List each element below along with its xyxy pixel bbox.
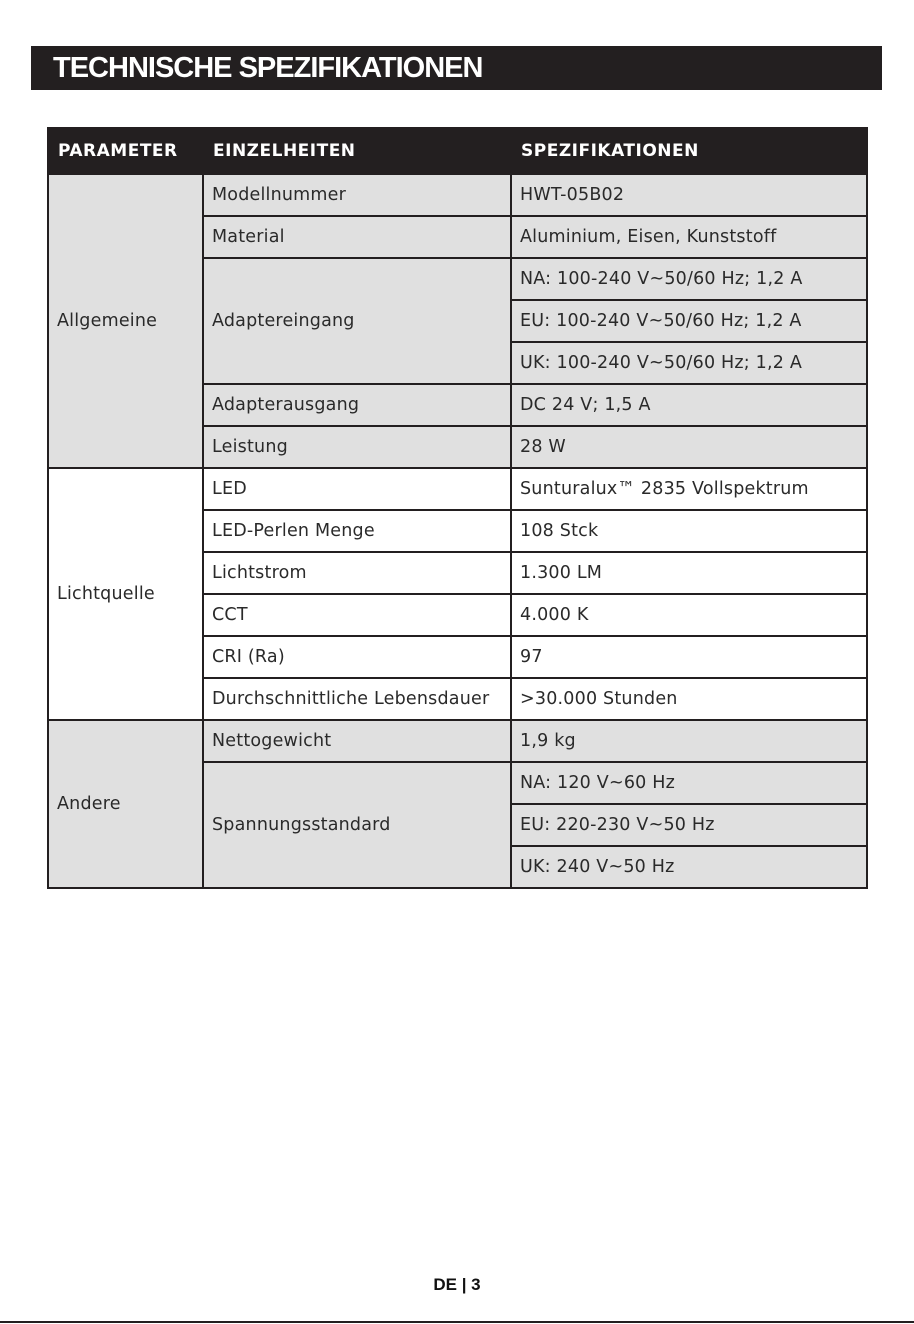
group-label-light-source: Lichtquelle (48, 468, 203, 720)
header-specifications: SPEZIFIKATIONEN (511, 128, 867, 174)
group-label-other: Andere (48, 720, 203, 888)
detail-cell: Durchschnittliche Lebensdauer (203, 678, 511, 720)
detail-cell: CCT (203, 594, 511, 636)
spec-cell: NA: 120 V~60 Hz (511, 762, 867, 804)
detail-cell: Spannungsstandard (203, 762, 511, 888)
spec-cell: EU: 100-240 V~50/60 Hz; 1,2 A (511, 300, 867, 342)
group-label-general: Allgemeine (48, 174, 203, 468)
spec-table (47, 127, 868, 889)
spec-cell: 4.000 K (511, 594, 867, 636)
spec-cell: NA: 100-240 V~50/60 Hz; 1,2 A (511, 258, 867, 300)
spec-cell: >30.000 Stunden (511, 678, 867, 720)
bottom-divider (0, 1321, 914, 1323)
table-header-row (48, 128, 867, 174)
table-row (48, 720, 867, 762)
spec-cell: 1.300 LM (511, 552, 867, 594)
spec-cell: Aluminium, Eisen, Kunststoff (511, 216, 867, 258)
table-row (48, 174, 867, 216)
spec-cell: EU: 220-230 V~50 Hz (511, 804, 867, 846)
detail-cell: Leistung (203, 426, 511, 468)
detail-cell: Modellnummer (203, 174, 511, 216)
table-row (48, 468, 867, 510)
spec-cell: UK: 100-240 V~50/60 Hz; 1,2 A (511, 342, 867, 384)
spec-cell: 108 Stck (511, 510, 867, 552)
page-number: DE | 3 (433, 1275, 481, 1294)
detail-cell: Nettogewicht (203, 720, 511, 762)
section-title-bar (31, 46, 882, 90)
spec-cell: 97 (511, 636, 867, 678)
spec-cell: Sunturalux™ 2835 Vollspektrum (511, 468, 867, 510)
page-title: TECHNISCHE SPEZIFIKATIONEN (53, 52, 483, 84)
detail-cell: Adaptereingang (203, 258, 511, 384)
header-parameter: PARAMETER (48, 128, 203, 174)
detail-cell: CRI (Ra) (203, 636, 511, 678)
spec-cell: 1,9 kg (511, 720, 867, 762)
detail-cell: LED (203, 468, 511, 510)
header-details: EINZELHEITEN (203, 128, 511, 174)
spec-cell: HWT-05B02 (511, 174, 867, 216)
detail-cell: Adapterausgang (203, 384, 511, 426)
spec-cell: DC 24 V; 1,5 A (511, 384, 867, 426)
detail-cell: Material (203, 216, 511, 258)
spec-cell: UK: 240 V~50 Hz (511, 846, 867, 888)
spec-cell: 28 W (511, 426, 867, 468)
detail-cell: LED-Perlen Menge (203, 510, 511, 552)
detail-cell: Lichtstrom (203, 552, 511, 594)
